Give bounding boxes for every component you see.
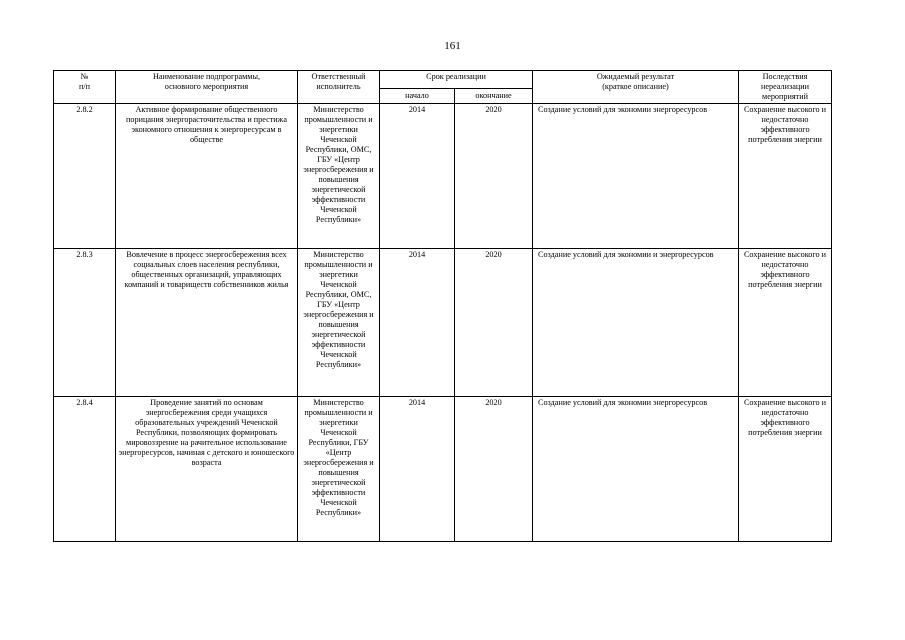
header-executor: Ответственный исполнитель: [298, 71, 380, 104]
cell-result: Создание условий для экономии энергоресурсов: [533, 104, 739, 249]
cell-name: Проведение занятий по основам энергосбережения среди учащихся образовательных учреждений Чеченской Республики, позволяющих формировать мировоззрение на рачительное использование энергоресурсов, начиная с детского и юношеского возраста: [116, 397, 298, 542]
header-name: Наименование подпрограммы, основного мероприятия: [116, 71, 298, 104]
cell-consequences: Сохранение высокого и недостаточно эффективного потребления энергии: [739, 104, 832, 249]
cell-consequences: Сохранение высокого и недостаточно эффективного потребления энергии: [739, 249, 832, 397]
table-row: [54, 249, 832, 397]
cell-end: 2020: [455, 104, 533, 249]
measures-table: [53, 70, 832, 542]
header-consequences: Последствия нереализации мероприятий: [739, 71, 832, 104]
table-header-row: [54, 71, 832, 89]
header-result: Ожидаемый результат (краткое описание): [533, 71, 739, 104]
cell-name: Активное формирование общественного порицания энергорасточительства и престижа экономного отношения к энергоресурсам в обществе: [116, 104, 298, 249]
table-row: [54, 397, 832, 542]
cell-consequences: Сохранение высокого и недостаточно эффективного потребления энергии: [739, 397, 832, 542]
cell-end: 2020: [455, 249, 533, 397]
cell-start: 2014: [380, 104, 455, 249]
header-end: окончание: [455, 89, 533, 104]
header-term: Срок реализации: [380, 71, 533, 89]
cell-start: 2014: [380, 249, 455, 397]
cell-num: 2.8.2: [54, 104, 116, 249]
cell-end: 2020: [455, 397, 533, 542]
cell-result: Создание условий для экономии энергоресурсов: [533, 397, 739, 542]
cell-num: 2.8.4: [54, 397, 116, 542]
cell-result: Создание условий для экономии и энергоресурсов: [533, 249, 739, 397]
cell-name: Вовлечение в процесс энергосбережения всех социальных слоев населения республики, общественных организаций, управляющих компаний и товариществ собственников жилья: [116, 249, 298, 397]
table-row: [54, 104, 832, 249]
header-start: начало: [380, 89, 455, 104]
header-num: № п/п: [54, 71, 116, 104]
cell-num: 2.8.3: [54, 249, 116, 397]
cell-executor: Министерство промышленности и энергетики Чеченской Республики, ОМС, ГБУ «Центр энергосбережения и повышения энергетической эффективности Чеченской Республики»: [298, 104, 380, 249]
page-number: 161: [444, 40, 461, 52]
cell-executor: Министерство промышленности и энергетики Чеченской Республики, ГБУ «Центр энергосбережения и повышения энергетической эффективности Чеченской Республики»: [298, 397, 380, 542]
cell-executor: Министерство промышленности и энергетики Чеченской Республики, ОМС, ГБУ «Центр энергосбережения и повышения энергетической эффективности Чеченской Республики»: [298, 249, 380, 397]
cell-start: 2014: [380, 397, 455, 542]
